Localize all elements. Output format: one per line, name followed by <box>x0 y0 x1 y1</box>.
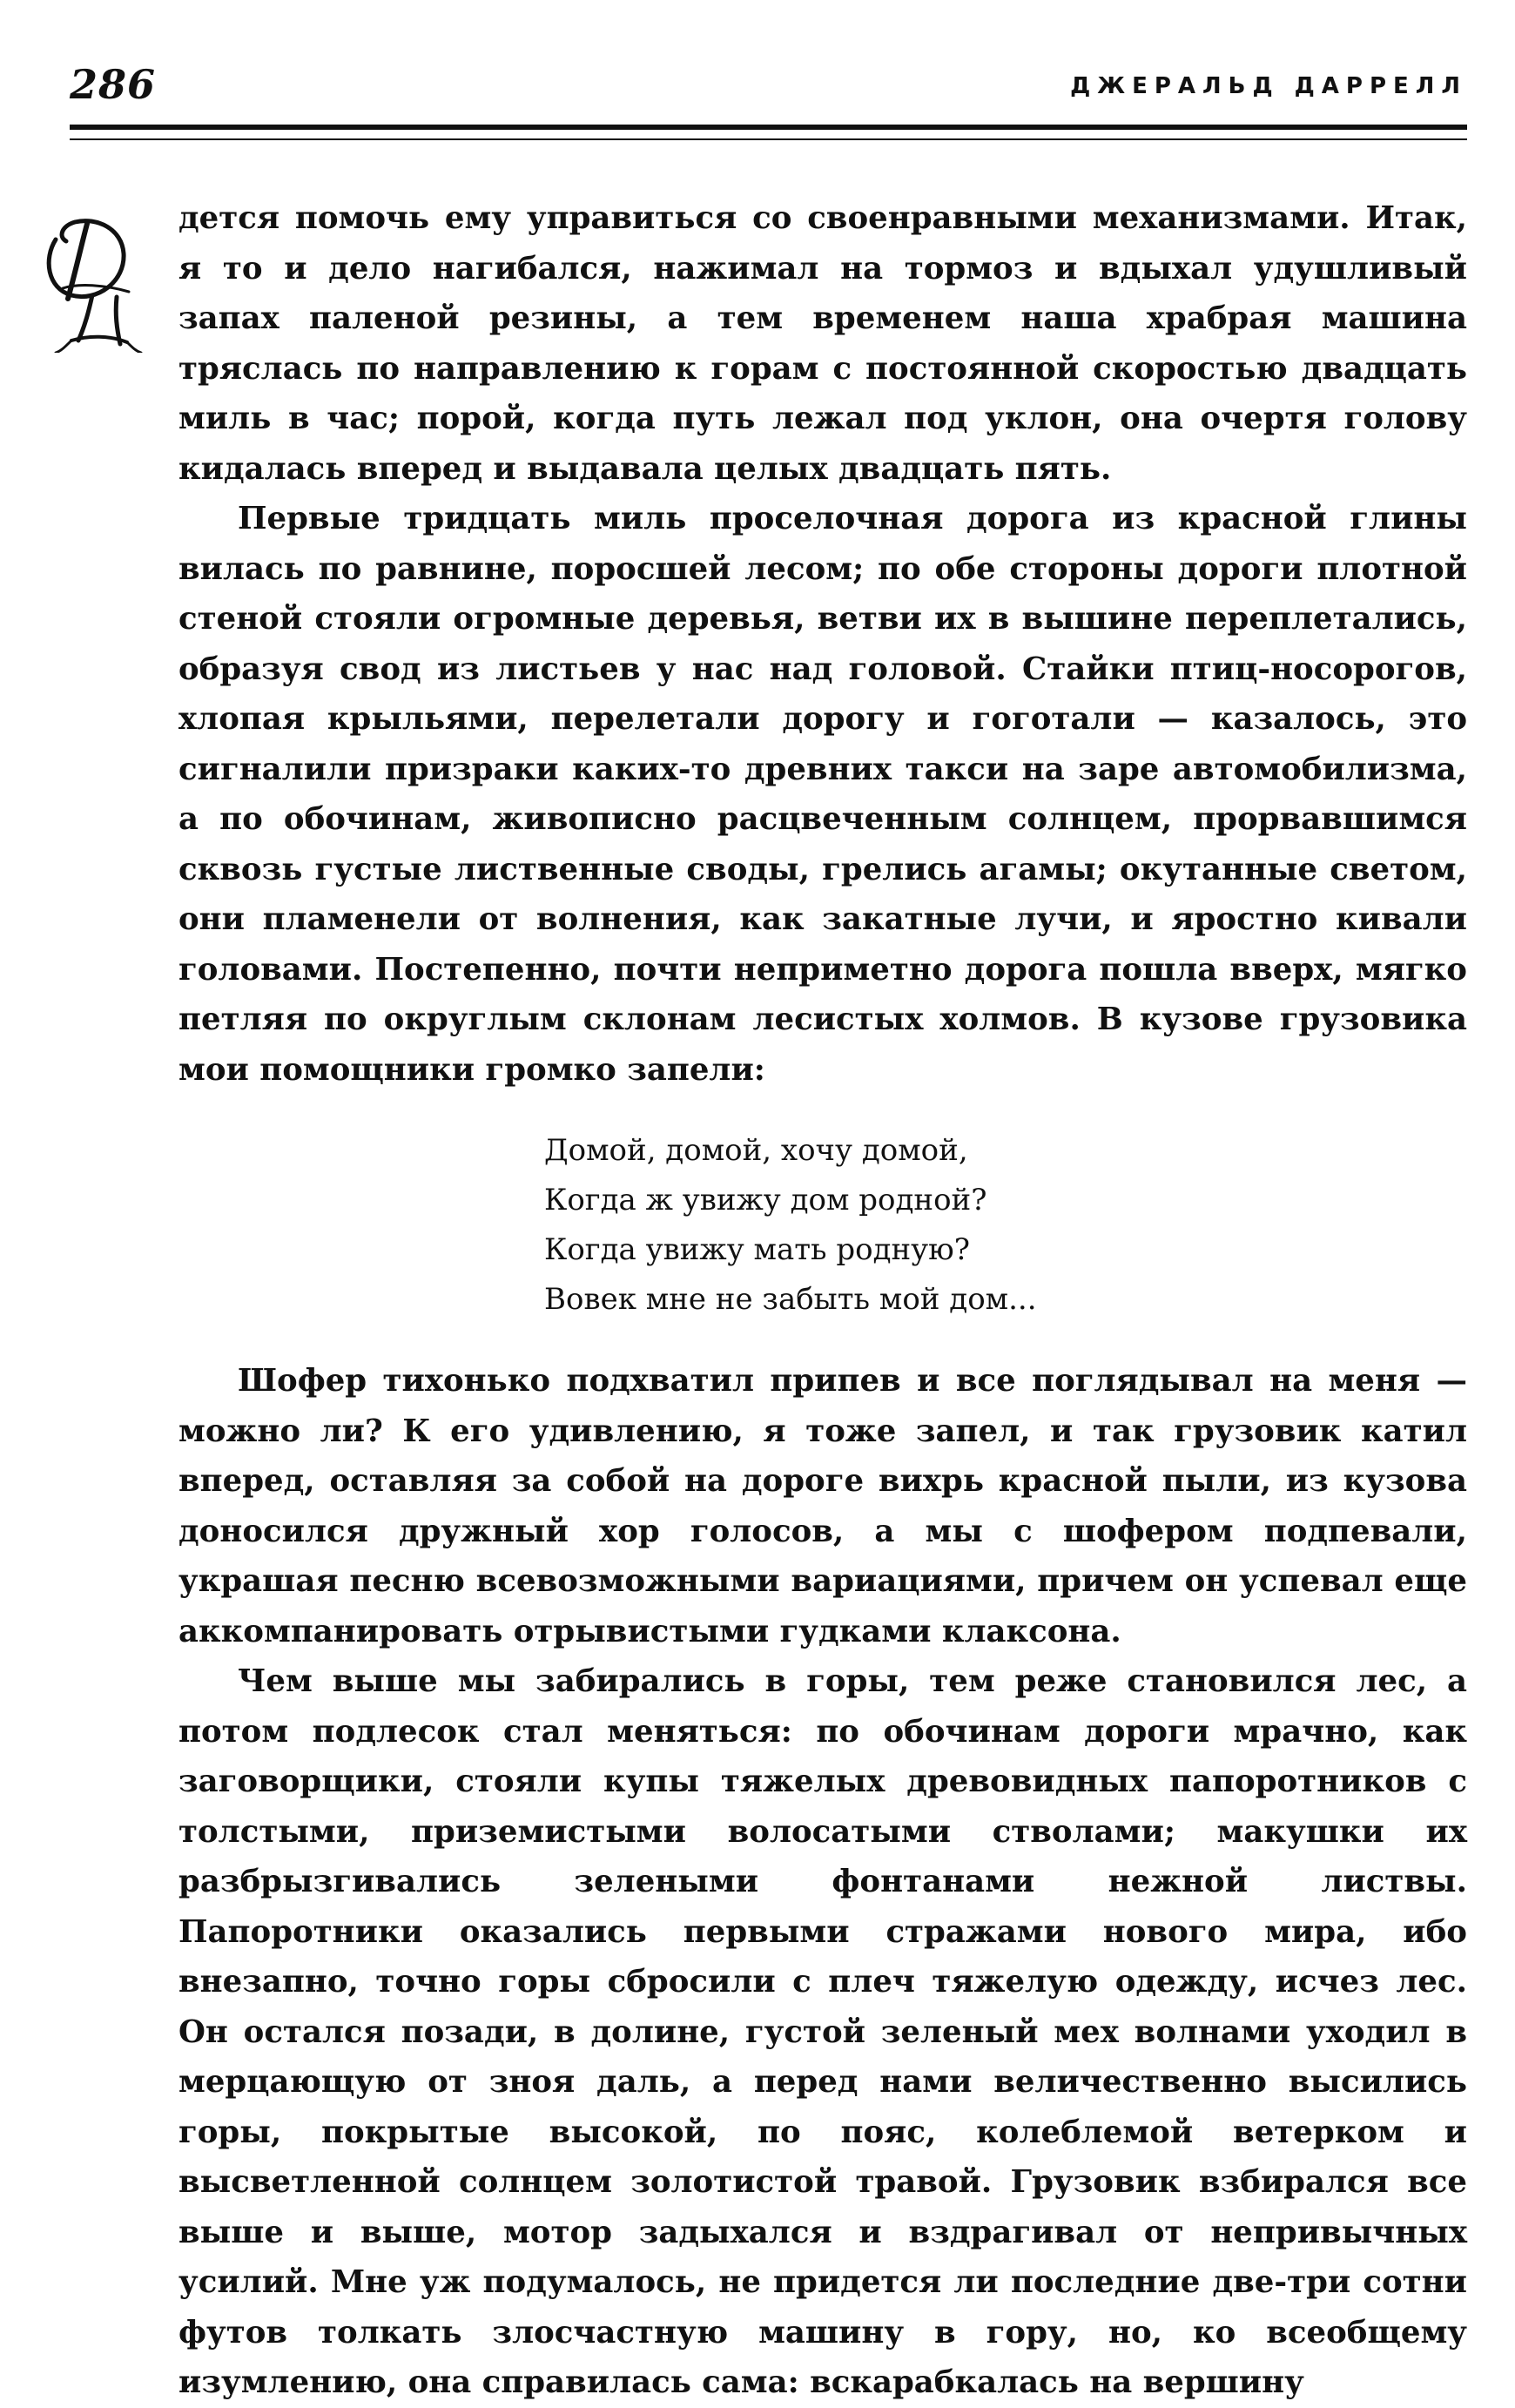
verse-line: Когда увижу мать родную? <box>544 1232 971 1267</box>
paragraph: Чем выше мы забирались в горы, тем реже становился лес, а потом подлесок стал меняться: по обочинам дороги мрачно, как заговорщики, стояли купы тяжелых древовидных папоротников с толстыми, приземистыми волосатыми стволами; макушки их разбрызгивались зелеными фонтанами нежной листвы. Папоротники оказались первыми стражами нового мира, ибо внезапно, точно горы сбросили с плеч тяжелую одежду, исчез лес. Он остался позади, в долине, густой зеленый мех волнами уходил в мерцающую от зноя даль, а перед нами величественно высились горы, покрытые высокой, по пояс, колеблемой ветерком и высветленной солнцем золотистой травой. Грузовик взбирался все выше и выше, мотор задыхался и вздрагивал от непривычных усилий. Мне уж подумалось, не придется ли последние две-три сотни футов толкать злосчастную машину в гору, но, ко всеобщему изумлению, она справилась сама: вскарабкалась на вершину <box>178 1663 1467 2400</box>
monogram-dd-icon <box>37 205 150 353</box>
header-rule-thick <box>70 125 1467 130</box>
running-head-author: ДЖЕРАЛЬД ДАРРЕЛЛ <box>1070 73 1467 99</box>
page-body-text <box>178 193 1467 2408</box>
paragraph: Шофер тихонько подхватил припев и все поглядывал на меня — можно ли? К его удивлению, я тоже запел, и так грузовик катил вперед, оставляя за собой на дороге вихрь красной пыли, из кузова доносился дружный хор голосов, а мы с шофером подпевали, украшая песню всевозможными вариациями, причем он успевал еще аккомпанировать отрывистыми гудками клаксона. <box>178 1363 1467 1649</box>
header-rule-thin <box>70 138 1467 140</box>
page-header <box>70 61 1467 113</box>
paragraph: дется помочь ему управиться со своенравными механизмами. Итак, я то и дело нагибался, нажимал на тормоз и вдыхал удушливый запах паленой резины, а тем временем наша храбрая машина тряслась по направлению к горам с постоянной скоростью двадцать миль в час; порой, когда путь лежал под уклон, она очертя голову кидалась вперед и выдавала целых двадцать пять. <box>178 200 1467 487</box>
verse-line: Вовек мне не забыть мой дом... <box>544 1282 1037 1317</box>
verse-line: Домой, домой, хочу домой, <box>544 1133 968 1168</box>
paragraph: Первые тридцать миль проселочная дорога из красной глины вилась по равнине, поросшей лесом; по обе стороны дороги плотной стеной стояли огромные деревья, ветви их в вышине переплетались, образуя свод из листьев у нас над головой. Стайки птиц-носорогов, хлопая крыльями, перелетали дорогу и гоготали — казалось, это сигналили призраки каких-то древних такси на заре автомобилизма, а по обочинам, живописно расцвеченным солнцем, прорвавшимся сквозь густые лиственные своды, грелись агамы; окутанные светом, они пламенели от волнения, как закатные лучи, и яростно кивали головами. Постепенно, почти неприметно дорога пошла вверх, мягко петляя по округлым склонам лесистых холмов. В кузове грузовика мои помощники громко запели: <box>178 501 1467 1088</box>
page-number: 286 <box>70 61 157 108</box>
song-verse <box>544 1126 1467 1325</box>
verse-line: Когда ж увижу дом родной? <box>544 1183 987 1217</box>
